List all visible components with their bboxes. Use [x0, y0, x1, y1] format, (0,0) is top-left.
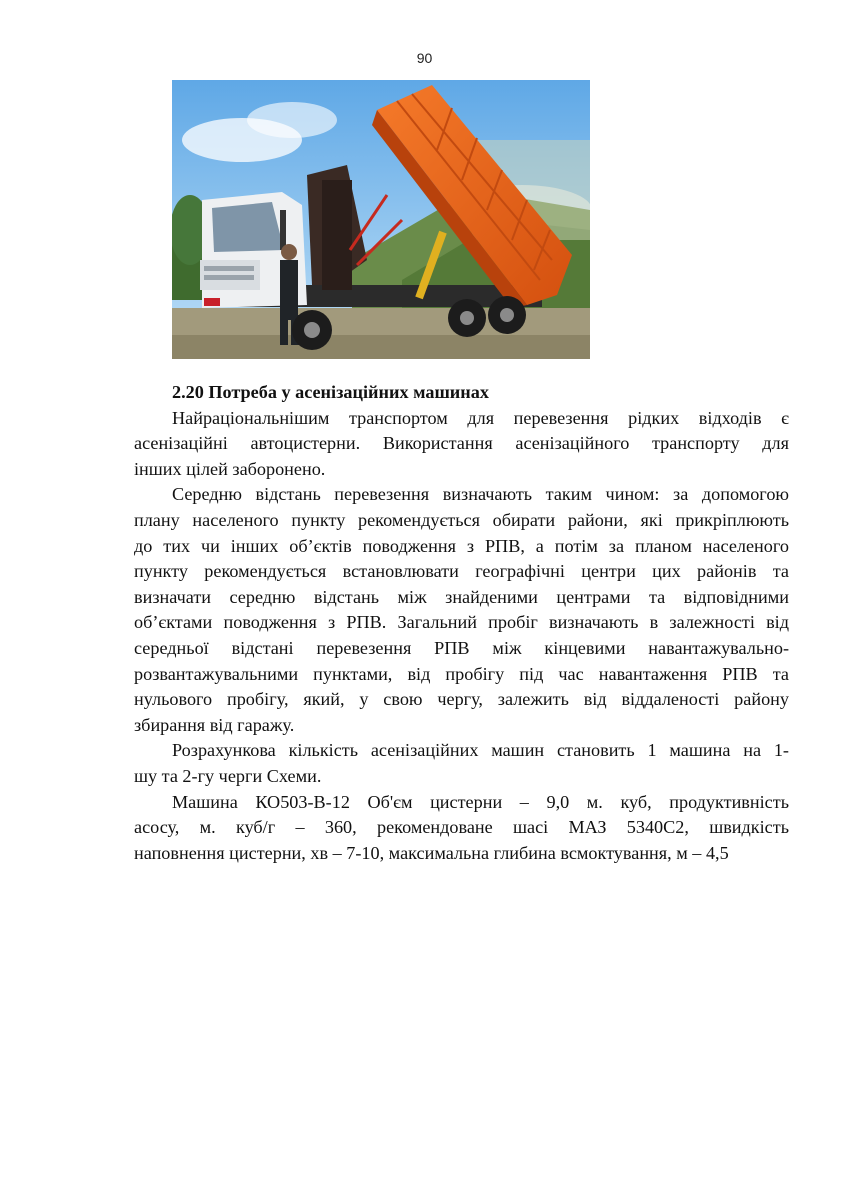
page-number: 90 [416, 50, 433, 66]
paragraph-2 [134, 482, 789, 738]
section-heading: 2.20 Потреба у асенізаційних машинах [172, 382, 489, 402]
text-line: інших цілей заборонено. [134, 458, 326, 479]
text-line: наповнення цистерни, хв – 7-10, максимальна глибина всмоктування, м – 4,5 [134, 842, 729, 863]
paragraph-3 [134, 738, 789, 789]
text-line: нульового пробігу, який, у свою чергу, залежить від віддаленості району [134, 689, 789, 710]
orange-hooklift-truck-photo [172, 80, 590, 359]
text-line: Машина КО503-В-12 Об'єм цистерни – 9,0 м. куб, продуктивність [172, 791, 789, 812]
text-line: шу та 2-гу черги Схеми. [134, 765, 322, 786]
text-line: середньої відстані перевезення РПВ між кінцевими навантажувально- [134, 637, 789, 658]
text-line: Середню відстань перевезення визначають таким чином: за допомогою [172, 484, 789, 505]
text-line: Найраціональнішим транспортом для перевезення рідких відходів є [172, 407, 789, 428]
paragraph-1 [134, 406, 789, 483]
section-body [134, 380, 789, 866]
paragraph-4 [134, 790, 789, 867]
text-line: збирання від гаражу. [134, 714, 295, 735]
text-line: визначати середню відстань між знайденими центрами та відповідними [134, 586, 789, 607]
text-line: об’єктами поводження з РПВ. Загальний пробіг визначають в залежності від [134, 612, 789, 633]
text-line: пункту рекомендується встановлювати географічні центри цих районів та [134, 561, 789, 582]
text-line: Розрахункова кількість асенізаційних машин становить 1 машина на 1- [172, 740, 789, 761]
text-line: плану населеного пункту рекомендується обирати райони, які прикріплюють [134, 509, 789, 530]
text-line: до тих чи інших об’єктів поводження з РПВ, а потім за планом населеного [134, 535, 789, 556]
text-line: асосу, м. куб/г – 360, рекомендоване шасі МАЗ 5340С2, швидкість [134, 817, 789, 838]
text-line: розвантажувальними пунктами, від пробігу під час навантаження РПВ та [134, 663, 789, 684]
text-line: асенізаційні автоцистерни. Використання асенізаційного транспорту для [134, 433, 789, 454]
truck-photo [172, 80, 590, 359]
